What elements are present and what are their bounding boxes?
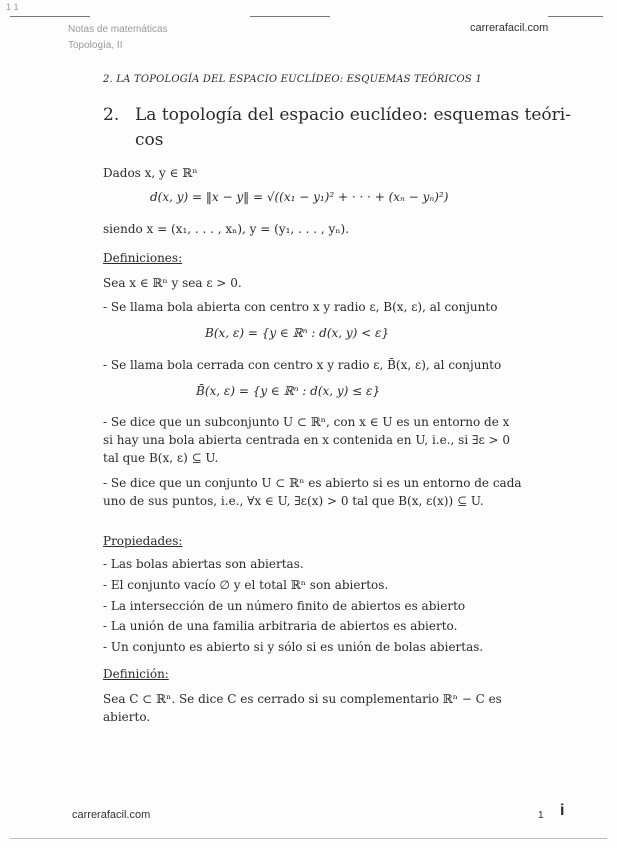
- property-item: - Las bolas abiertas son abiertas.: [103, 557, 304, 571]
- properties-heading: Propiedades:: [103, 534, 183, 548]
- closed-ball-text: - Se llama bola cerrada con centro x y radio ε, B̄(x, ε), al conjunto: [103, 358, 502, 372]
- property-item: - Un conjunto es abierto si y sólo si es unión de bolas abiertas.: [103, 640, 484, 654]
- property-item: - La intersección de un número finito de abiertos es abierto: [103, 599, 466, 613]
- open-set-line-2: uno de sus puntos, i.e., ∀x ∈ U, ∃ε(x) > 0 tal que B(x, ε(x)) ⊆ U.: [103, 494, 484, 508]
- course-line-1: Notas de matemáticas: [68, 24, 168, 35]
- section-number: 2.: [103, 105, 120, 125]
- course-line-2: Topología, II: [68, 40, 123, 51]
- closed-ball-formula: B̄(x, ε) = {y ∈ ℝⁿ : d(x, y) ≤ ε}: [196, 384, 381, 398]
- neighborhood-line-2: si hay una bola abierta centrada en x contenida en U, i.e., si ∃ε > 0: [103, 433, 511, 447]
- definition-closed-line-2: abierto.: [103, 710, 151, 724]
- definitions-heading: Definiciones:: [103, 251, 183, 265]
- page-number: 1: [538, 810, 544, 821]
- distance-formula: d(x, y) = ‖x − y‖ = √((x₁ − y₁)² + · · · + (xₙ − yₙ)²): [150, 190, 449, 204]
- property-item: - El conjunto vacío ∅ y el total ℝⁿ son abiertos.: [103, 578, 389, 592]
- top-rule-left: [10, 16, 90, 17]
- bottom-rule: [10, 838, 607, 839]
- page-mark: i: [560, 802, 565, 819]
- scan-mark: 1 1: [6, 2, 19, 12]
- open-set-line-1: - Se dice que un conjunto U ⊂ ℝⁿ es abierto si es un entorno de cada: [103, 476, 522, 490]
- site-top[interactable]: carrerafacil.com: [470, 22, 549, 34]
- running-head: 2. LA TOPOLOGÍA DEL ESPACIO EUCLÍDEO: ESQUEMAS TEÓRICOS 1: [103, 74, 482, 85]
- neighborhood-line-1: - Se dice que un subconjunto U ⊂ ℝⁿ, con x ∈ U es un entorno de x: [103, 415, 510, 429]
- intro-given: Dados x, y ∈ ℝⁿ: [103, 166, 198, 180]
- property-item: - La unión de una familia arbitraria de abiertos es abierto.: [103, 619, 458, 633]
- definition-let: Sea x ∈ ℝⁿ y sea ε > 0.: [103, 276, 242, 290]
- top-rule-right: [548, 16, 603, 17]
- top-rule-middle: [250, 16, 330, 17]
- definition-closed-line-1: Sea C ⊂ ℝⁿ. Se dice C es cerrado si su complementario ℝⁿ − C es: [103, 692, 502, 706]
- site-footer[interactable]: carrerafacil.com: [72, 809, 151, 821]
- section-title-line-2: cos: [135, 130, 164, 150]
- open-ball-text: - Se llama bola abierta con centro x y radio ε, B(x, ε), al conjunto: [103, 300, 498, 314]
- section-title-line-1: La topología del espacio euclídeo: esquemas teóri-: [135, 105, 571, 125]
- definition-closed-heading: Definición:: [103, 667, 169, 681]
- intro-where: siendo x = (x₁, . . . , xₙ), y = (y₁, . . . , yₙ).: [103, 222, 350, 236]
- neighborhood-line-3: tal que B(x, ε) ⊆ U.: [103, 451, 219, 465]
- open-ball-formula: B(x, ε) = {y ∈ ℝⁿ : d(x, y) < ε}: [205, 326, 390, 340]
